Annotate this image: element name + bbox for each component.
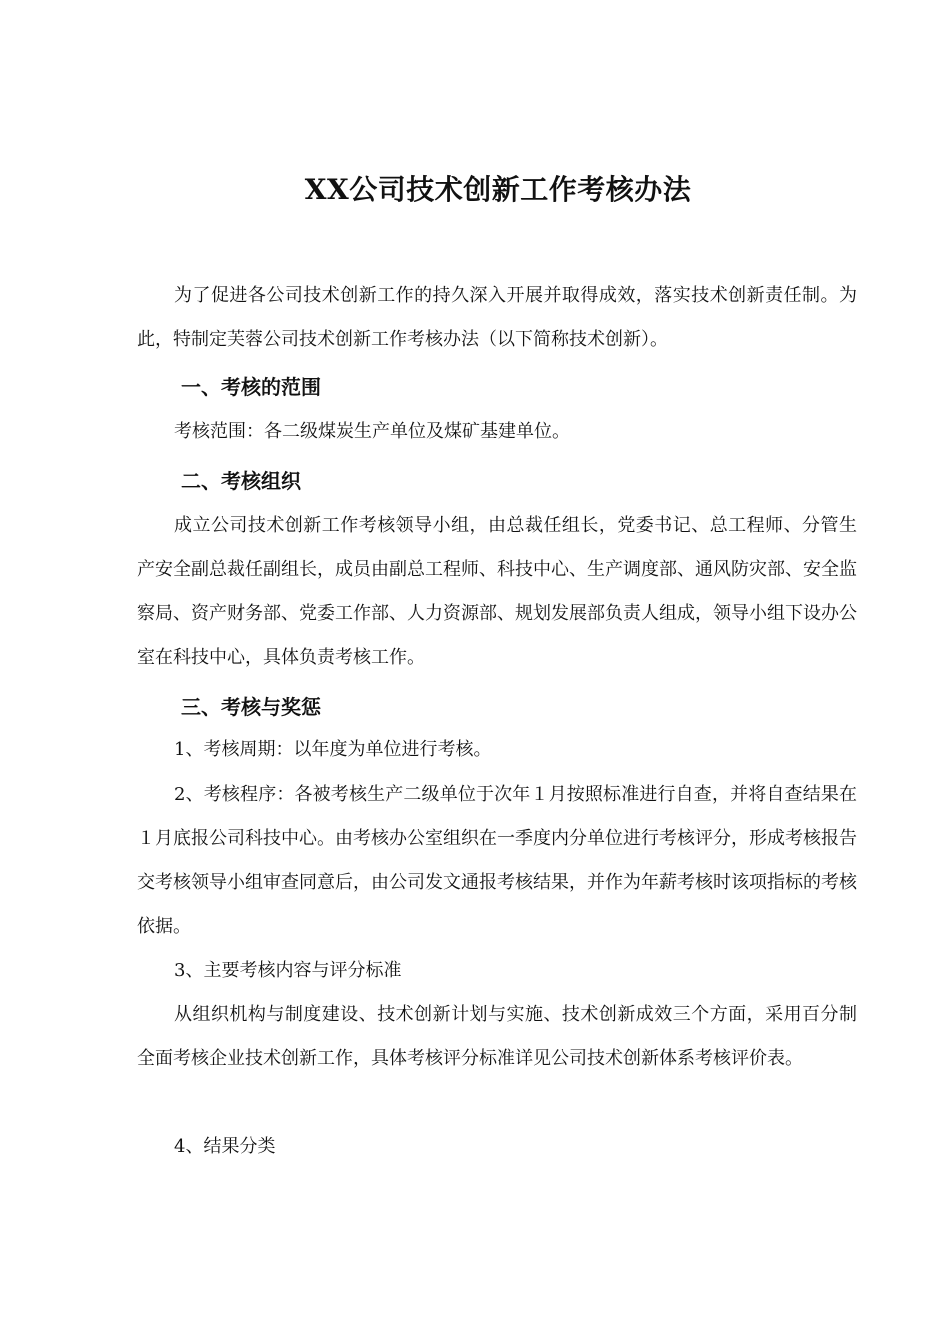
document-title: XX公司技术创新工作考核办法	[304, 173, 692, 206]
assessment-item-2: 2、考核程序：各被考核生产二级单位于次年１月按照标准进行自查，并将自查结果在１月底报公司科技中心。由考核办公室组织在一季度内分单位进行考核评分，形成考核报告交考核领导小组审查同意后，由公司发文通报考核结果，并作为年薪考核时该项指标的考核依据。	[137, 784, 857, 937]
scope-paragraph: 考核范围：各二级煤炭生产单位及煤矿基建单位。	[174, 421, 570, 442]
intro-paragraph: 为了促进各公司技术创新工作的持久深入开展并取得成效，落实技术创新责任制。为此，特制定芙蓉公司技术创新工作考核办法（以下简称技术创新）。	[137, 285, 857, 350]
assessment-item-3: 3、主要考核内容与评分标准	[174, 960, 402, 981]
section-heading-assessment: 三、考核与奖惩	[181, 695, 321, 719]
organization-paragraph: 成立公司技术创新工作考核领导小组，由总裁任组长，党委书记、总工程师、分管生产安全副总裁任副组长，成员由副总工程师、科技中心、生产调度部、通风防灾部、安全监察局、资产财务部、党委工作部、人力资源部、规划发展部负责人组成，领导小组下设办公室在科技中心，具体负责考核工作。	[137, 515, 857, 668]
assessment-item-4: 4、结果分类	[174, 1136, 276, 1157]
section-heading-organization: 二、考核组织	[181, 469, 301, 493]
assessment-item-3-text: 从组织机构与制度建设、技术创新计划与实施、技术创新成效三个方面，采用百分制全面考核企业技术创新工作，具体考核评分标准详见公司技术创新体系考核评价表。	[137, 1004, 857, 1069]
section-heading-scope: 一、考核的范围	[181, 375, 321, 399]
assessment-item-1: 1、考核周期：以年度为单位进行考核。	[174, 739, 492, 760]
